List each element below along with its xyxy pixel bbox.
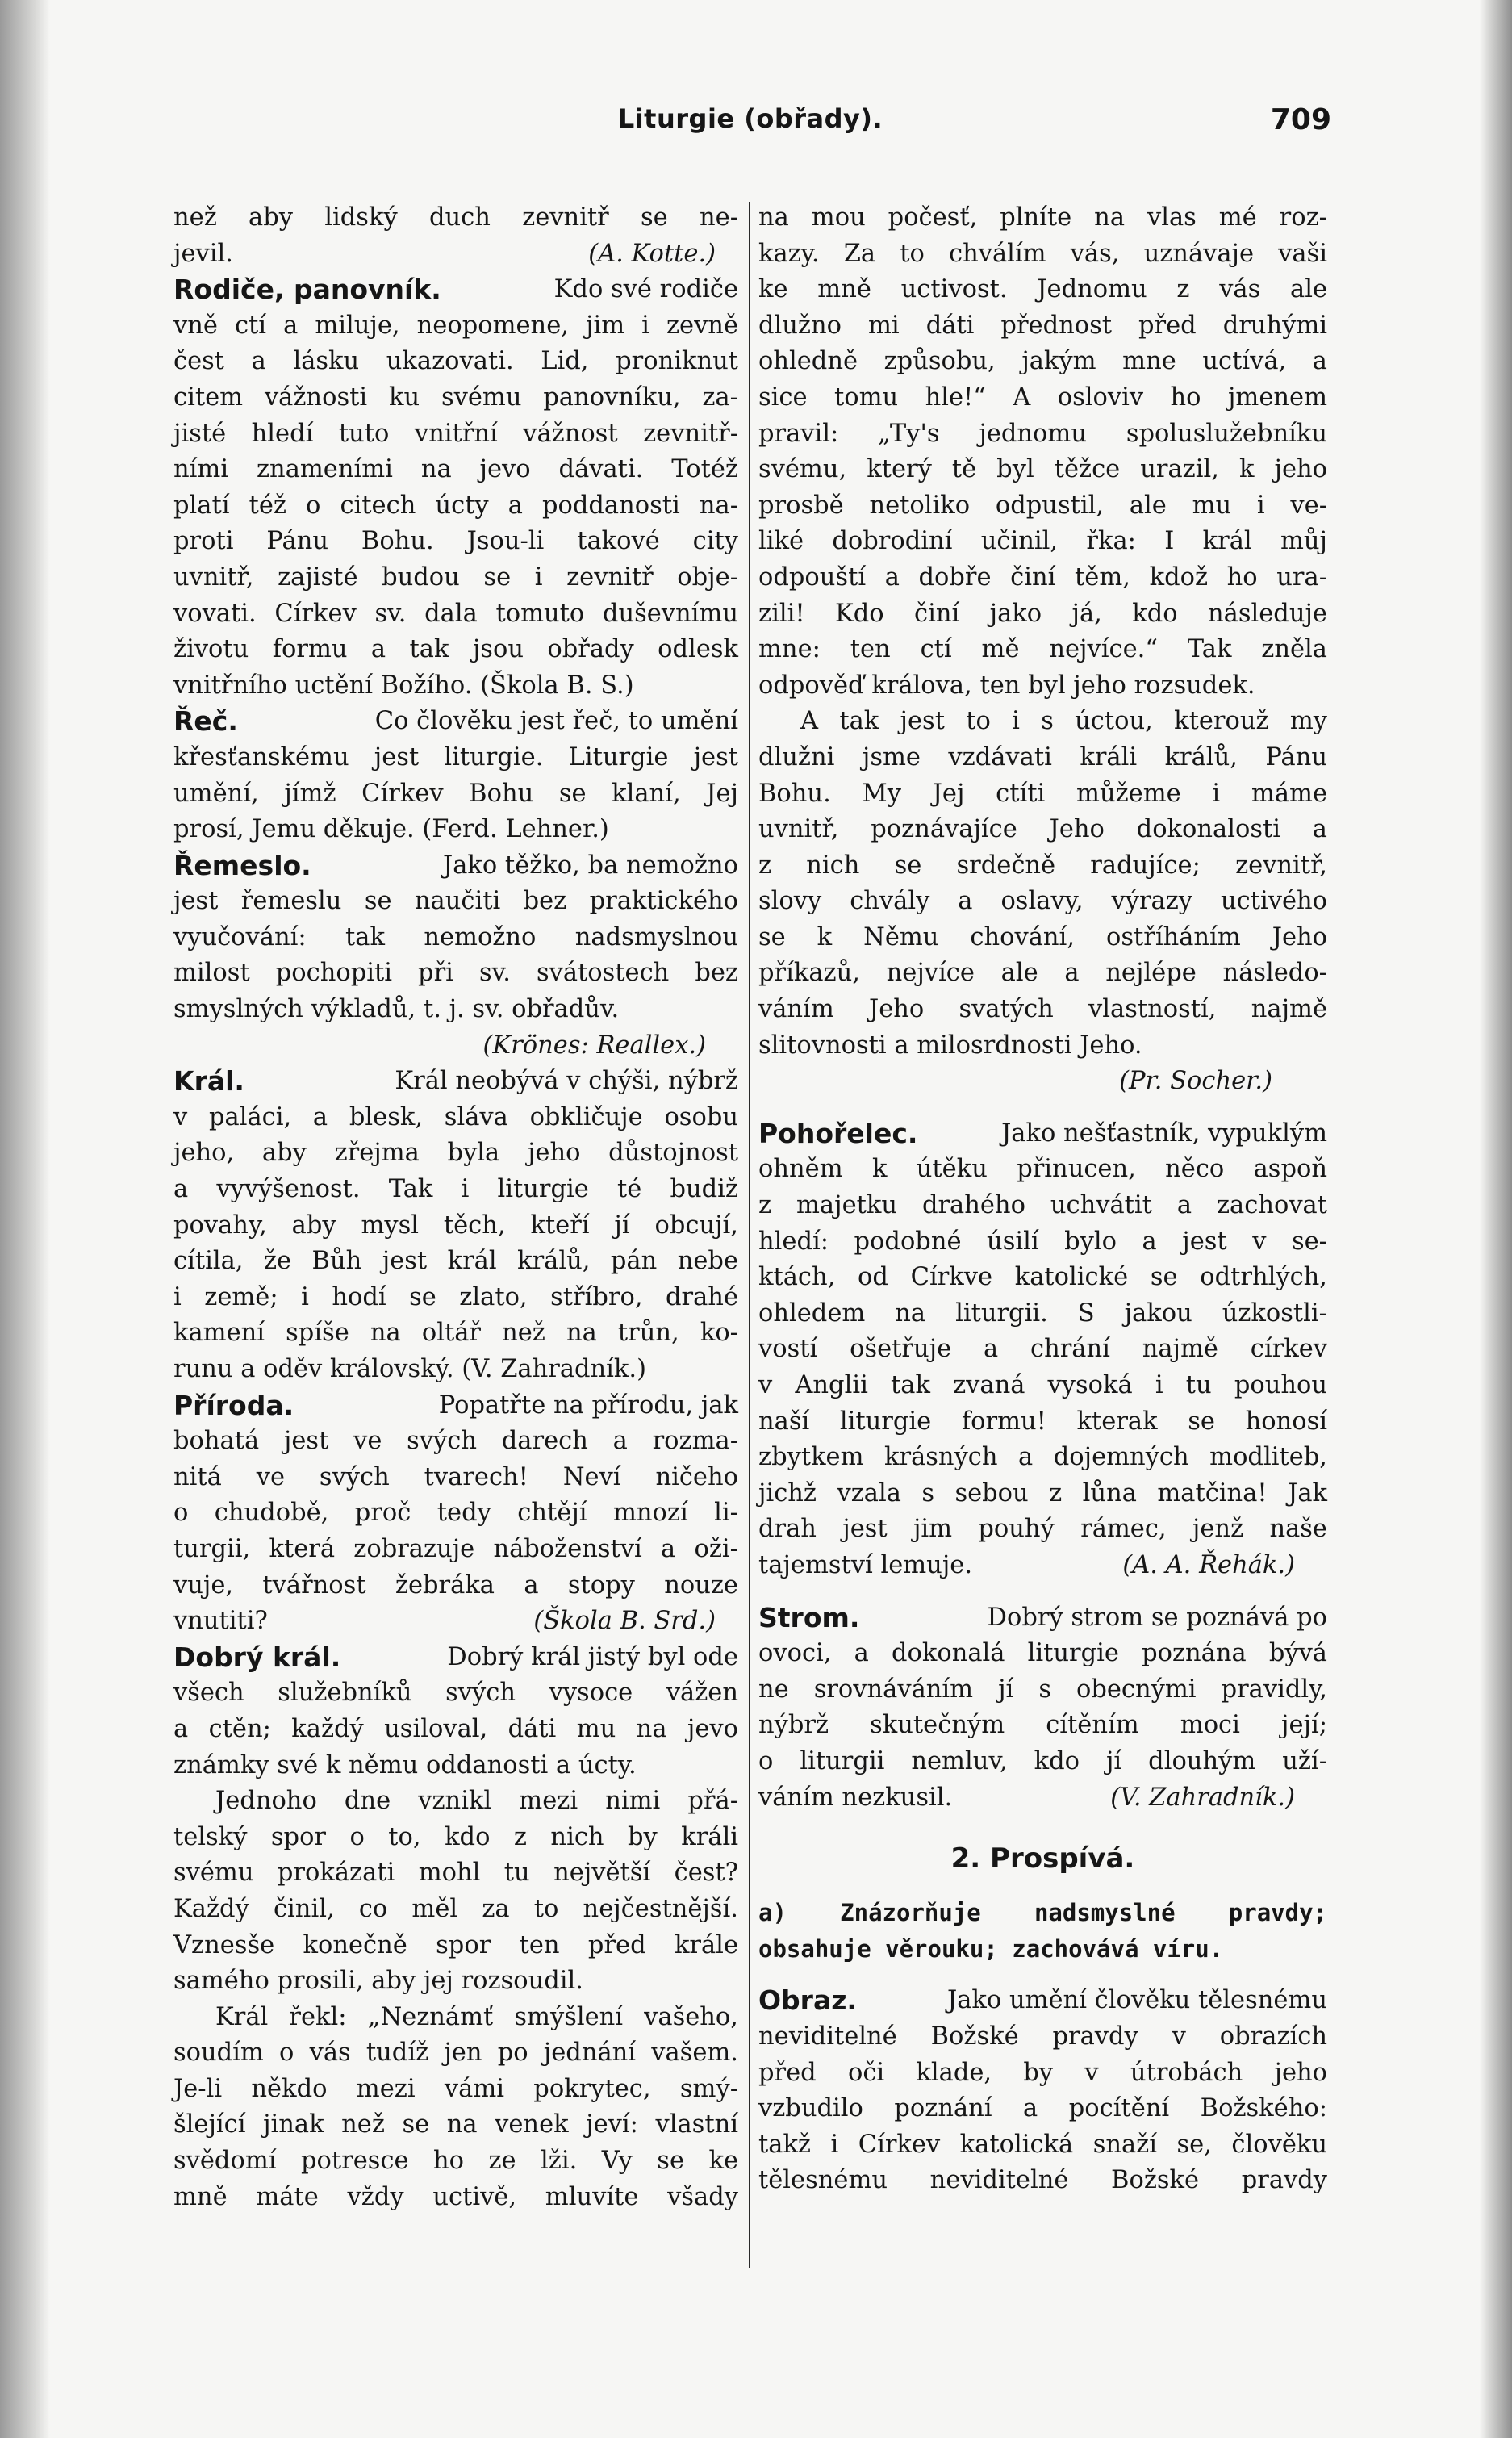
entry-line: [173, 848, 738, 884]
text-line: jichž vzala s sebou z lůna matčina! Jak: [758, 1478, 1327, 1508]
text-fragment: Jako umění člověku tělesnému: [947, 1986, 1327, 2015]
text-line: Bohu. My Jej ctíti můžeme i máme: [758, 779, 1327, 808]
text-line: svému prokázati mohl tu největší čest?: [173, 1859, 738, 1888]
text-line: v paláci, a blesk, sláva obkličuje osobu: [173, 1102, 738, 1131]
text-line: mně máte vždy uctivě, mluvíte všady: [173, 2182, 738, 2211]
text-line: ními znameními na jevo dávati. Totéž: [173, 455, 738, 484]
text-line: životu formu a tak jsou obřady odlesk: [173, 635, 738, 664]
text-fragment: Jako nešťastník, vypuklým: [1001, 1119, 1327, 1148]
spacer: [758, 1967, 1327, 1983]
text-line: vostí ošetřuje a chrání najmě církev: [758, 1335, 1327, 1364]
text-line: vuje, tvářnost žebráka a stopy nouze: [173, 1570, 738, 1600]
text-line: citem vážnosti ku svému panovníku, za-: [173, 383, 738, 412]
text-line: telský spor o to, kdo z nich by králi: [173, 1822, 738, 1851]
text-line: [173, 236, 738, 273]
entry-line: [758, 1983, 1327, 2019]
text-line: vně ctí a miluje, neopomene, jim i zevně: [173, 311, 738, 340]
text-line: slitovnosti a milosrdnosti Jeho.: [758, 1031, 1142, 1060]
text-line: ke mně uctivost. Jednomu z vás ale: [758, 275, 1327, 304]
text-fragment: Popatřte na přírodu, jak: [438, 1390, 738, 1420]
entry-heading: Obraz.: [758, 1984, 857, 2017]
subsection-heading: obsahuje věrouku; zachovává víru.: [758, 1934, 1224, 1963]
entry-line: [758, 1600, 1327, 1637]
text-line: zbytkem krásných a dojemných modliteb,: [758, 1443, 1327, 1472]
entry-heading: Rodiče, panovník.: [173, 274, 441, 306]
entry-line: [173, 272, 738, 308]
spacer: [758, 1100, 1327, 1116]
text-line: dlužni jsme vzdávati králi králů, Pánu: [758, 742, 1327, 772]
citation: (Krönes: Reallex.): [482, 1031, 706, 1060]
text-line: a vyvýšenost. Tak i liturgie té budiž: [173, 1175, 738, 1204]
citation: (Pr. Socher.): [1119, 1067, 1272, 1096]
column-divider: [749, 202, 750, 2268]
citation: (A. A. Řehák.): [1122, 1550, 1295, 1579]
text-line: všech služebníků svých vysoce vážen: [173, 1679, 738, 1708]
entry-heading: Strom.: [758, 1601, 860, 1633]
text-fragment: vnutiti?: [173, 1607, 268, 1636]
text-line: z majetku drahého uchvátit a zachovat: [758, 1191, 1327, 1220]
text-fragment: Kdo své rodiče: [553, 275, 738, 304]
text-line: na mou počesť, plníte na vlas mé roz-: [758, 203, 1327, 232]
text-fragment: Dobrý strom se poznává po: [987, 1603, 1327, 1632]
text-line: povahy, aby mysl těch, kteří jí obcují,: [173, 1211, 738, 1240]
text-line: kamení spíše na oltář než na trůn, ko-: [173, 1319, 738, 1348]
text-line: A tak jest to i s úctou, kterouž my: [800, 707, 1327, 736]
text-line: nýbrž skutečným cítěním moci její;: [758, 1711, 1327, 1740]
entry-line: [173, 704, 738, 740]
text-line: jest řemeslu se naučiti bez praktického: [173, 887, 738, 916]
entry-heading: Pohořelec.: [758, 1117, 918, 1149]
text-line: svědomí potresce ho ze lži. Vy se ke: [173, 2147, 738, 2176]
text-line: pravil: „Ty's jednomu spoluslužebníku: [758, 419, 1327, 448]
citation: (Škola B. Srd.): [533, 1607, 716, 1636]
text-line: drah jest jim pouhý rámec, jenž naše: [758, 1515, 1327, 1544]
text-line: ohněm k útěku přinucen, něco aspoň: [758, 1155, 1327, 1184]
entry-line: [173, 1064, 738, 1100]
text-fragment: Co člověku jest řeč, to umění: [374, 707, 738, 736]
entry-heading: Král.: [173, 1065, 244, 1098]
text-line: sice tomu hle!“ A osloviv ho jmenem: [758, 383, 1327, 412]
text-line: Vznesše konečně spor ten před krále: [173, 1930, 738, 1959]
text-line: z nich se srdečně radujíce; zevnitř,: [758, 851, 1327, 880]
text-line: Každý činil, co měl za to nejčestnější.: [173, 1894, 738, 1923]
text-line: platí též o citech úcty a poddanosti na-: [173, 491, 738, 520]
section-title: 2. Prospívá.: [950, 1842, 1135, 1876]
text-line: vyučování: tak nemožno nadsmyslnou: [173, 922, 738, 951]
entry-heading: Řemeslo.: [173, 849, 311, 881]
text-line: naší liturgie formu! kterak se honosí: [758, 1407, 1327, 1436]
text-line: [758, 1780, 1327, 1817]
text-line: uvnitř, poznávajíce Jeho dokonalosti a: [758, 815, 1327, 844]
text-line: ne srovnáváním jí s obecnými pravidly,: [758, 1675, 1327, 1704]
text-line: runu a oděv královský. (V. Zahradník.): [173, 1355, 647, 1383]
text-line: svému, který tě byl těžce urazil, k jeho: [758, 455, 1327, 484]
text-line: i země; i hodí se zlato, stříbro, drahé: [173, 1282, 738, 1311]
text-line: turgii, která zobrazuje náboženství a oži-: [173, 1534, 738, 1563]
text-line: odpověď králova, ten byl jeho rozsudek.: [758, 671, 1255, 700]
text-fragment: Král neobývá v chýši, nýbrž: [395, 1067, 738, 1096]
text-line: odpouští a dobře činí těm, kdož ho ura-: [758, 562, 1327, 592]
text-line: čest a lásku ukazovati. Lid, proniknut: [173, 347, 738, 376]
text-line: váním Jeho svatých vlastností, najmě: [758, 995, 1327, 1024]
text-line: se k Němu chování, ostříháním Jeho: [758, 922, 1327, 951]
text-line: příkazů, nejvíce ale a nejlépe následo-: [758, 959, 1327, 988]
page-edge-shadow: [1480, 0, 1512, 2438]
entry-heading: Dobrý král.: [173, 1641, 341, 1673]
spacer: [758, 1584, 1327, 1600]
text-line: šlející jinak než se na venek jeví: vlastní: [173, 2110, 738, 2139]
text-line: soudím o vás tudíž jen po jednání vašem.: [173, 2039, 738, 2068]
text-line: smyslných výkladů, t. j. sv. obřadův.: [173, 995, 620, 1024]
text-line: nitá ve svých tvarech! Neví ničeho: [173, 1462, 738, 1491]
text-line: hledí: podobné úsilí bylo a jest v se-: [758, 1227, 1327, 1256]
text-line: [173, 1604, 738, 1640]
text-line: prosí, Jemu děkuje. (Ferd. Lehner.): [173, 815, 609, 844]
text-line: vnitřního uctění Božího. (Škola B. S.): [173, 671, 634, 700]
text-line: slovy chvály a oslavy, výrazy uctivého: [758, 887, 1327, 916]
text-fragment: váním nezkusil.: [758, 1783, 953, 1812]
text-line: Král řekl: „Neznámť smýšlení vašeho,: [215, 2002, 738, 2031]
text-line: před oči klade, by v útrobách jeho: [758, 2058, 1327, 2087]
text-line: ohledně způsobu, jakým mne uctívá, a: [758, 347, 1327, 376]
text-line: tělesnému neviditelné Božské pravdy: [758, 2166, 1327, 2195]
text-line: než aby lidský duch zevnitř se ne-: [173, 203, 738, 232]
text-fragment: tajemství lemuje.: [758, 1550, 973, 1579]
entry-heading: Příroda.: [173, 1389, 294, 1421]
text-line: liké dobrodiní učinil, řka: I král můj: [758, 527, 1327, 556]
text-line: takž i Církev katolická snaží se, člověku: [758, 2130, 1327, 2159]
text-line: [758, 1548, 1327, 1584]
left-column: [173, 200, 738, 2215]
text-line: Jednoho dne vznikl mezi nimi přá-: [215, 1787, 738, 1816]
text-fragment: jevil.: [173, 239, 233, 268]
entry-line: [758, 1116, 1327, 1152]
text-line: zili! Kdo činí jako já, kdo následuje: [758, 599, 1327, 628]
text-line: mne: ten ctí mě nejvíce.“ Tak zněla: [758, 635, 1327, 664]
text-line: známky své k němu oddanosti a úcty.: [173, 1750, 637, 1779]
text-line: ovoci, a dokonalá liturgie poznána bývá: [758, 1639, 1327, 1668]
text-line: milost pochopiti při sv. svátostech bez: [173, 959, 738, 988]
text-line: bohatá jest ve svých darech a rozma-: [173, 1427, 738, 1456]
text-line: prosbě netoliko odpustil, ale mu i ve-: [758, 491, 1327, 520]
subsection-heading: a) Znázorňuje nadsmyslné pravdy;: [758, 1899, 1327, 1927]
text-line: vzbudilo poznání a pocítění Božského:: [758, 2094, 1327, 2123]
page-number: 709: [1270, 103, 1331, 136]
text-line: neviditelné Božské pravdy v obrazích: [758, 2022, 1327, 2051]
running-title: Liturgie (obřady).: [617, 103, 883, 134]
page-header: [169, 103, 1331, 144]
text-line: ohledem na liturgii. S jakou úzkostli-: [758, 1298, 1327, 1328]
text-line: dlužno mi dáti přednost před druhými: [758, 311, 1327, 340]
text-line: vovati. Církev sv. dala tomuto duševnímu: [173, 599, 738, 628]
text-line: uvnitř, zajisté budou se i zevnitř obje-: [173, 562, 738, 592]
text-line: jeho, aby zřejma byla jeho důstojnost: [173, 1139, 738, 1168]
text-line: samého prosili, aby jej rozsoudil.: [173, 1967, 583, 1996]
page-edge-shadow: [0, 0, 50, 2438]
entry-line: [173, 1640, 738, 1676]
text-line: umění, jímž Církev Bohu se klaní, Jej: [173, 779, 738, 808]
text-line: jisté hledí tuto vnitřní vážnost zevnitř-: [173, 419, 738, 448]
text-fragment: Jako těžko, ba nemožno: [442, 851, 738, 880]
citation: (A. Kotte.): [588, 239, 716, 268]
text-line: Je-li někdo mezi vámi pokrytec, smý-: [173, 2074, 738, 2103]
citation: (V. Zahradník.): [1110, 1783, 1295, 1812]
text-line: v Anglii tak zvaná vysoká i tu pouhou: [758, 1371, 1327, 1399]
text-line: o liturgii nemluv, kdo jí dlouhým uží-: [758, 1746, 1327, 1775]
text-line: cítila, že Bůh jest král králů, pán nebe: [173, 1247, 738, 1276]
text-fragment: Dobrý král jistý byl ode: [447, 1642, 738, 1671]
text-line: a ctěn; každý usiloval, dáti mu na jevo: [173, 1714, 738, 1743]
text-line: proti Pánu Bohu. Jsou-li takové city: [173, 527, 738, 556]
text-line: o chudobě, proč tedy chtějí mnozí li-: [173, 1499, 738, 1528]
text-line: křesťanskému jest liturgie. Liturgie jest: [173, 742, 738, 772]
text-line: ktách, od Církve katolické se odtrhlých,: [758, 1263, 1327, 1292]
entry-heading: Řeč.: [173, 705, 238, 738]
right-column: [758, 200, 1327, 2199]
text-line: kazy. Za to chválím vás, uznávaje vaši: [758, 239, 1327, 268]
entry-line: [173, 1388, 738, 1424]
